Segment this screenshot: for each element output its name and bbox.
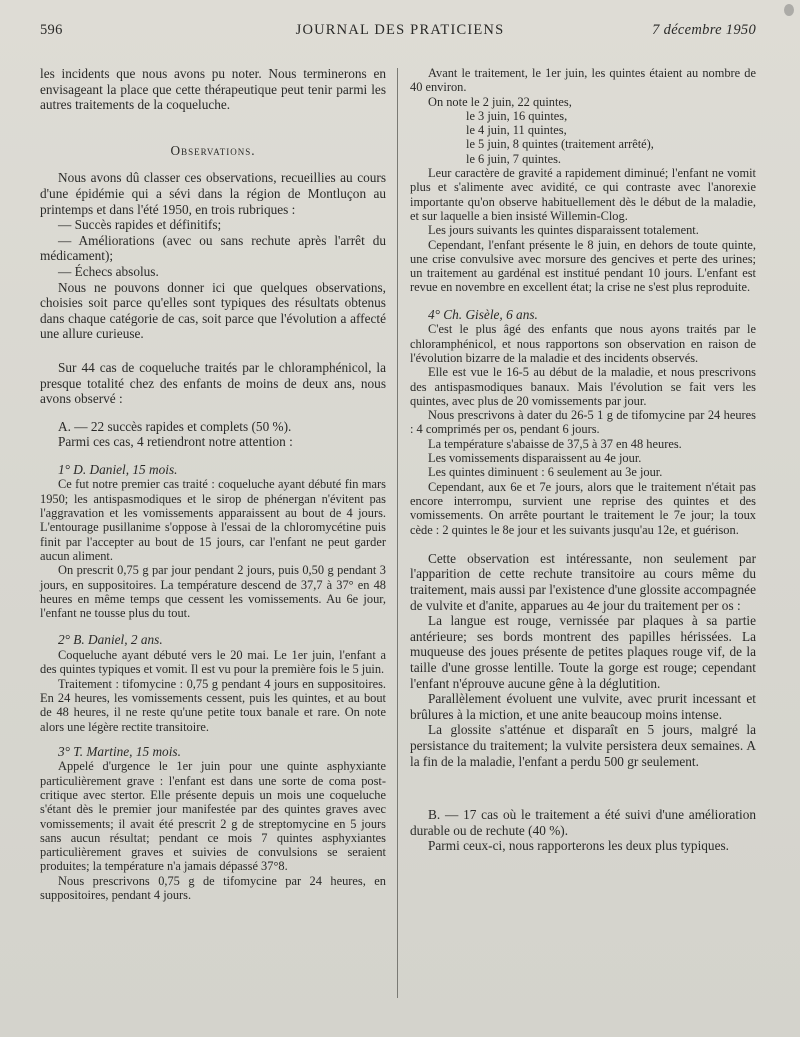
column-divider	[397, 68, 398, 998]
glossitis-paragraph: La glossite s'atténue et disparaît en 5 jours, malgré la persistance du traitement; la vulvite persistera deux semaines. A la fin de la maladie, l'enfant a perdu 500 gr seulement.	[410, 722, 756, 769]
gravity-paragraph: Leur caractère de gravité a rapidement diminué; l'enfant ne vomit plus et s'alimente avec avidité, ce qui contraste avec l'anorexie importante qu'on observe habituellement dès le début de la maladie, et sur laquelle a bien insisté Willemin-Clog.	[410, 166, 756, 223]
quintes-june-6: le 6 juin, 7 quintes.	[466, 151, 561, 166]
case-1-title: 1° D. Daniel, 15 mois.	[58, 461, 178, 477]
tongue-paragraph: La langue est rouge, vernissée par plaques à sa partie antérieure; ses bords montrent des papilles hérissées. La muqueuse des joues présente de petites plaques rouge vif, de la taille d'une grosse lentille. Toute la gorge est rouge; cependant l'enfant n'éprouve aucune gêne à la déglutition.	[410, 613, 756, 691]
case-4-vomiting-line: Les vomissements disparaissent au 4e jour.	[428, 451, 642, 466]
quintes-june-2: On note le 2 juin, 22 quintes,	[428, 94, 572, 109]
cases-summary-paragraph: Sur 44 cas de coqueluche traités par le chloramphénicol, la presque totalité chez des enfants de moins de deux ans, nous avons observé :	[40, 359, 386, 407]
right-column	[410, 66, 756, 854]
left-column	[40, 66, 386, 902]
category-item-2: — Améliorations (avec ou sans rechute après l'arrêt du médicament);	[40, 232, 386, 264]
case-4-title: 4° Ch. Gisèle, 6 ans.	[428, 306, 538, 322]
issue-date: 7 décembre 1950	[652, 22, 756, 38]
intro-paragraph: les incidents que nous avons pu noter. Nous terminerons en envisageant la place que cette thérapeutique peut tenir parmi les autres traitements de la coqueluche.	[40, 66, 386, 113]
section-heading-observations: Observations.	[170, 142, 256, 158]
case-2-title: 2° B. Daniel, 2 ans.	[58, 632, 163, 648]
quintes-june-5: le 5 juin, 8 quintes (traitement arrêté),	[466, 137, 654, 152]
observation-interest-paragraph: Cette observation est intéressante, non seulement par l'apparition de cette rechute transitoire au cours même du traitement, mais aussi par l'existence d'une glossite accompagnée de vulvite et d'anite, apparues au 4e jour du traitement per os :	[410, 550, 756, 613]
case-3-title: 3° T. Martine, 15 mois.	[58, 743, 181, 759]
following-days-line: Les jours suivants les quintes disparaissent totalement.	[428, 223, 699, 238]
case-4-paragraph-3: Nous prescrivons à dater du 26-5 1 g de tifomycine par 24 heures : 4 comprimés per os, pendant 6 jours.	[410, 408, 756, 437]
case-4-temperature-line: La température s'abaisse de 37,5 à 37 en 48 heures.	[428, 436, 682, 451]
vulvitis-paragraph: Parallèlement évoluent une vulvite, avec prurit incessant et brûlures à la miction, et une anite beaucoup moins intense.	[410, 691, 756, 722]
category-item-1: — Succès rapides et définitifs;	[58, 217, 222, 233]
case-4-relapse-paragraph: Cependant, aux 6e et 7e jours, alors que le traitement n'était pas encore interrompu, survient une reprise des quintes et des vomissements. On arrête pourtant le traitement le 7e jour; la toux cède : 2 quintes le 8e jour et les suivants jusqu'au 12e, et guérison.	[410, 479, 756, 537]
convulsive-crisis-paragraph: Cependant, l'enfant présente le 8 juin, en dehors de toute quinte, une crise convulsive avec morsure des gencives et perte des urines; un traitement au gardénal est institué pendant 10 jours. L'enfant est revue en novembre en excellent état; la crise ne s'est plus reproduite.	[410, 237, 756, 295]
observations-paragraph: Nous avons dû classer ces observations, recueillies au cours d'une épidémie qui a sévi dans la région de Montluçon au printemps et dans l'été 1950, en trois rubriques :	[40, 170, 386, 217]
case-2-paragraph-1: Coqueluche ayant débuté vers le 20 mai. Le 1er juin, l'enfant a des quintes typiques et vomit. Il est vu pour la première fois le 5 juin.	[40, 648, 386, 677]
case-4-quintes-line: Les quintes diminuent : 6 seulement au 3e jour.	[428, 465, 663, 480]
scan-mark	[784, 4, 794, 16]
section-b-heading: B. — 17 cas où le traitement a été suivi d'une amélioration durable ou de rechute (40 %).	[410, 807, 756, 838]
category-item-3: — Échecs absolus.	[58, 263, 159, 279]
case-1-paragraph-1: Ce fut notre premier cas traité : coqueluche ayant débuté fin mars 1950; les antispasmodiques et le sirop de phénergan n'évitent pas l'aggravation et les vomissements apparaissent au bout de 4 jours. L'entourage pusillanime s'oppose à l'essai de la chloromycétine puis finit par l'accepter au bout de 15 jours, car l'enfant ne peut garder aucun aliment.	[40, 477, 386, 563]
section-a-heading: A. — 22 succès rapides et complets (50 %).	[58, 418, 292, 434]
case-1-paragraph-2: On prescrit 0,75 g par jour pendant 2 jours, puis 0,50 g pendant 3 jours, en suppositoires. La température descend de 37,7 à 37° en 48 heures en même temps que cessent les vomissements. Au 6e jour, l'enfant ne tousse plus du tout.	[40, 563, 386, 621]
selection-paragraph: Nous ne pouvons donner ici que quelques observations, choisies soit parce qu'elles sont typiques des résultats obtenus dans chaque catégorie de cas, soit parce que l'évolution a affecté une allure curieuse.	[40, 279, 386, 342]
case-4-paragraph-2: Elle est vue le 16-5 au début de la maladie, et nous prescrivons des antispasmodiques banaux. Mais l'évolution se fait vers les quintes, avec plus de 20 vomissements par jour.	[410, 365, 756, 408]
before-treatment-line: Avant le traitement, le 1er juin, les quintes étaient au nombre de 40 environ.	[410, 66, 756, 95]
quintes-june-3: le 3 juin, 16 quintes,	[466, 108, 568, 123]
case-2-paragraph-2: Traitement : tifomycine : 0,75 g pendant 4 jours en suppositoires. En 24 heures, les vomissements cessent, puis les quintes, et au bout de 48 heures, il ne reste qu'une petite toux banale et rare. On note alors une légère rectite transitoire.	[40, 676, 386, 734]
journal-title: JOURNAL DES PRATICIENS	[295, 22, 505, 38]
quintes-june-4: le 4 juin, 11 quintes,	[466, 123, 567, 138]
section-a-subtitle: Parmi ces cas, 4 retiendront notre attention :	[58, 434, 293, 450]
case-4-paragraph-1: C'est le plus âgé des enfants que nous ayons traités par le chloramphénicol, et nous rapportons son observation en raison de l'évolution bizarre de la maladie et des incidents observés.	[410, 322, 756, 365]
section-b-subtitle: Parmi ceux-ci, nous rapporterons les deux plus typiques.	[428, 838, 729, 854]
case-3-paragraph-2: Nous prescrivons 0,75 g de tifomycine par 24 heures, en suppositoires, pendant 4 jours.	[40, 873, 386, 903]
page-number: 596	[40, 22, 63, 38]
case-3-paragraph-1: Appelé d'urgence le 1er juin pour une quinte asphyxiante particulièrement grave : l'enfant est dans une sorte de coma post-critique avec stertor. Elle présente depuis un mois une coqueluche s'étant dès le premier jour manifestée par des quintes graves avec vomissements; il avait été prescrit 2 g de streptomycine en 5 jours sans aucun résultat; pendant ce mois 7 quintes asphyxiantes particulièrement graves et suivies de convulsions se seraient produites; la température n'a jamais dépassé 37°8.	[40, 759, 386, 874]
